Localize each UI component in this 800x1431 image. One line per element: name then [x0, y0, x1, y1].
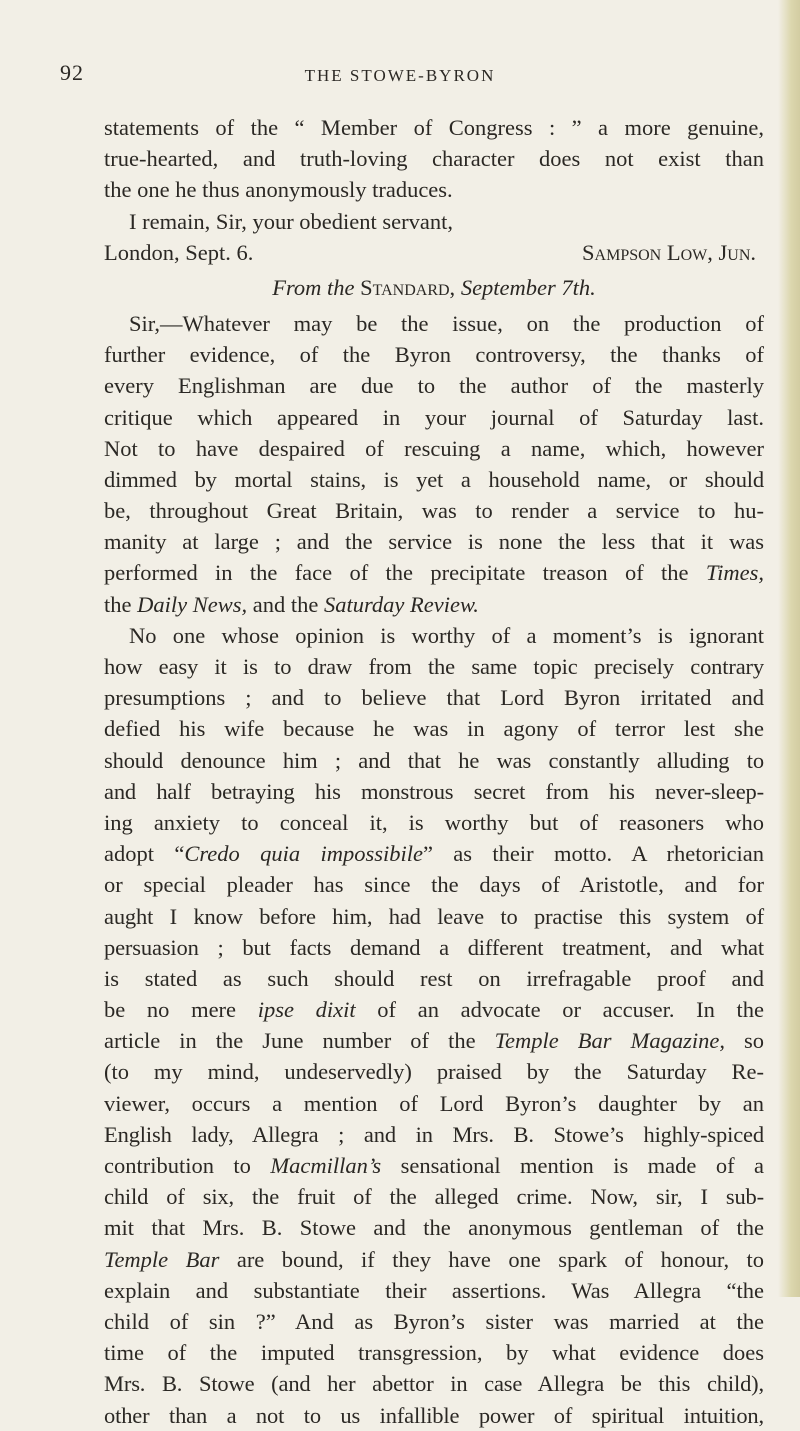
text-line: every Englishman are due to the author of the masterly — [104, 373, 764, 399]
text-line: article in the June number of the Temple Bar Magazine, so — [104, 1028, 764, 1054]
text-line: Sir,—Whatever may be the issue, on the production of — [129, 310, 764, 336]
text-line: (to my mind, undeservedly) praised by the Saturday Re- — [104, 1059, 764, 1085]
text-line: the one he thus anonymously traduces. — [104, 177, 453, 203]
text-line: persuasion ; but facts demand a different treatment, and what — [104, 934, 764, 960]
letter-closing: I remain, Sir, your obedient servant, — [129, 208, 454, 234]
text-line: critique which appeared in your journal of Saturday last. — [104, 404, 764, 430]
text-line: performed in the face of the precipitate treason of the Times, — [104, 560, 765, 586]
text-line: Temple Bar are bound, if they have one spark of honour, to — [104, 1246, 765, 1272]
text-line: viewer, occurs a mention of Lord Byron’s daughter by an — [104, 1090, 764, 1116]
signature: Sampson Low, Jun. — [582, 239, 756, 265]
text-line: No one whose opinion is worthy of a moment’s is ignorant — [129, 622, 764, 648]
text-line: statements of the “ Member of Congress : ” a more genuine, — [104, 115, 764, 140]
text-line: child of sin ?” And as Byron’s sister was married at the — [104, 1308, 764, 1334]
heading-paper: Standard, — [360, 274, 456, 300]
text-line: dimmed by mortal stains, is yet a household name, or should — [104, 466, 764, 492]
text-line: Not to have despaired of rescuing a name, which, however — [104, 435, 764, 461]
text-line: true-hearted, and truth-loving character does not exist than — [104, 146, 764, 172]
text-line: or special pleader has since the days of Aristotle, and for — [104, 872, 764, 898]
text-line: further evidence, of the Byron controversy, the thanks of — [104, 342, 764, 368]
text-line: child of six, the fruit of the alleged crime. Now, sir, I sub- — [104, 1184, 764, 1210]
signature-line — [104, 237, 764, 268]
page-number: 92 — [60, 60, 84, 85]
text-line: aught I know before him, had leave to practise this system of — [104, 903, 764, 929]
text-line: ing anxiety to conceal it, is worthy but of reasoners who — [104, 809, 764, 835]
running-head: THE STOWE-BYRON — [304, 66, 496, 85]
body-text — [104, 112, 764, 1431]
text-line: adopt “Credo quia impossibile” as their motto. A rhetorician — [104, 841, 764, 867]
text-line: time of the imputed transgression, by what evidence does — [104, 1340, 764, 1366]
text-line: contribution to Macmillan’s sensational mention is made of a — [104, 1153, 764, 1178]
text-line: Mrs. B. Stowe (and her abettor in case Allegra be this child), — [104, 1371, 764, 1397]
text-line: the Daily News, and the Saturday Review. — [104, 591, 479, 617]
heading-date: September 7th. — [460, 274, 596, 300]
page-edge-shadow — [778, 0, 800, 1297]
place-date: London, Sept. 6. — [104, 239, 254, 265]
text-line: explain and substantiate their assertions. Was Allegra “the — [104, 1277, 764, 1303]
section-heading — [104, 268, 764, 308]
text-line: manity at large ; and the service is none the less that it was — [104, 529, 764, 555]
text-line: should denounce him ; and that he was constantly alluding to — [104, 747, 764, 773]
text-line: be, throughout Great Britain, was to render a service to hu- — [104, 498, 764, 524]
text-line: defied his wife because he was in agony of terror lest she — [104, 716, 764, 742]
text-line: be no mere ipse dixit of an advocate or accuser. In the — [104, 997, 765, 1023]
text-line: and half betraying his monstrous secret from his never-sleep- — [104, 778, 764, 804]
text-line: how easy it is to draw from the same topic precisely contrary — [104, 654, 764, 679]
text-line: is stated as such should rest on irrefragable proof and — [104, 965, 764, 991]
text-line: English lady, Allegra ; and in Mrs. B. Stowe’s highly-spiced — [104, 1121, 764, 1147]
text-line: other than a not to us infallible power of spiritual intuition, — [104, 1402, 764, 1428]
heading-from: From the — [272, 274, 355, 300]
text-line: mit that Mrs. B. Stowe and the anonymous gentleman of the — [104, 1215, 764, 1241]
text-line: presumptions ; and to believe that Lord Byron irritated and — [104, 685, 764, 711]
